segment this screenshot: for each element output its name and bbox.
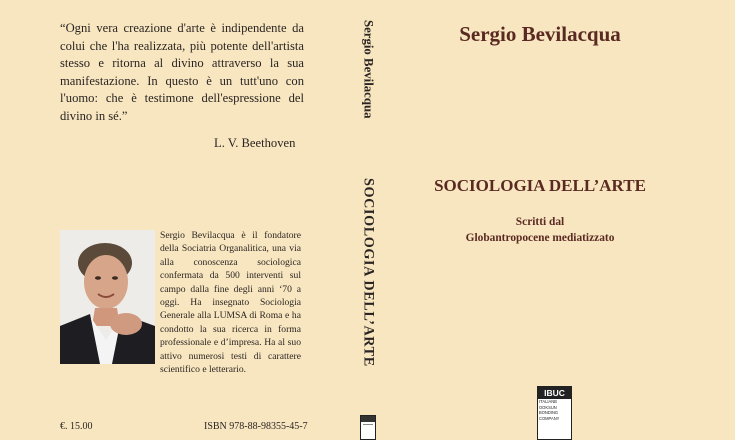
publisher-line-4: COMPANY [539, 415, 560, 421]
publisher-logo [537, 386, 572, 440]
subtitle-line-1: Scritti dal [515, 216, 565, 228]
isbn: ISBN 978-88-98355-45-7 [204, 421, 308, 432]
front-subtitle [390, 214, 690, 246]
front-cover [390, 0, 735, 440]
publisher-name: IBUC [538, 387, 571, 399]
spine-author-wrap [361, 20, 383, 119]
spine-title: SOCIOLOGIA DELL’ARTE [360, 178, 377, 367]
spine-title-wrap [360, 178, 385, 367]
price: €. 15.00 [60, 421, 93, 432]
back-quote: “Ogni vera creazione d'arte è indipendente da colui che l'ha realizzata, più potente dell'artista stesso e ritorna al divino attraverso la sua manifestazione. In questo è un tutt'uno con l'uomo: che è testimone dell'espressione del divino in sé.” [60, 21, 304, 123]
spine-logo-line [363, 424, 373, 425]
publisher-line-3: BONDING [539, 410, 559, 416]
author-portrait-illustration [60, 230, 155, 364]
publisher-line-2: OOKSUN [539, 404, 557, 410]
spine-author: Sergio Bevilacqua [361, 20, 376, 119]
subtitle-line-2: Globantropocene mediatizzato [465, 232, 615, 244]
quote-author: L. V. Beethoven [214, 136, 296, 150]
author-bio: Sergio Bevilacqua è il fondatore della Sociatria Organalitica, una via alla conoscenza sociologica confermata da 500 interventi sul campo dalla fine degli anni ‘70 a oggi. Ha insegnato Sociologia Generale alla LUMSA di Roma e ha condotto la sua ricerca in forma professionale e d’impresa. Ha al suo attivo numerosi testi di carattere scientifico e letterario. [160, 230, 301, 376]
front-title: SOCIOLOGIA DELL’ARTE [434, 176, 646, 195]
front-author: Sergio Bevilacqua [459, 22, 621, 46]
author-photo [60, 230, 155, 364]
back-cover [0, 0, 340, 440]
publisher-line-1: ITALIANB [539, 399, 557, 404]
spine-logo-bar [361, 416, 375, 422]
spine-publisher-logo [360, 415, 376, 440]
spine [352, 0, 384, 440]
